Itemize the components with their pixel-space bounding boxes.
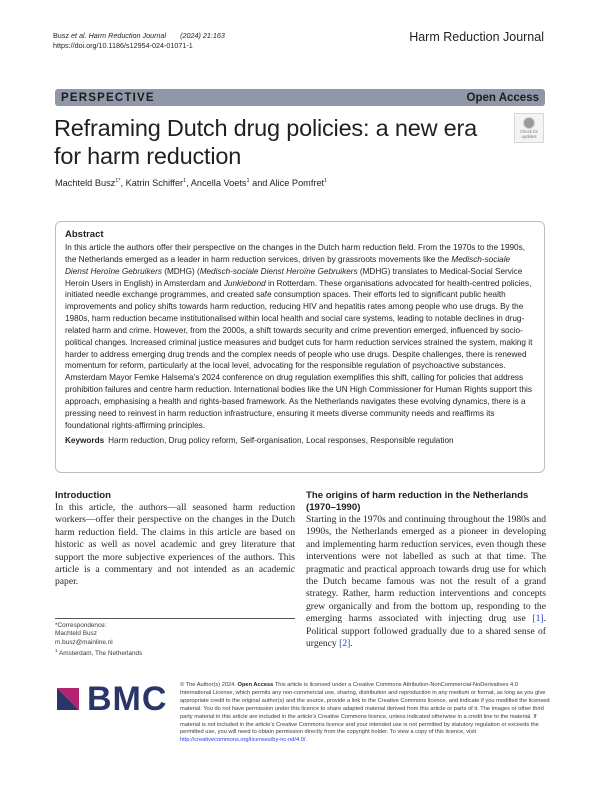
keywords-list: Harm reduction, Drug policy reform, Self-organisation, Local responses, Responsible regulation xyxy=(108,435,454,445)
author-separator: and xyxy=(249,178,270,189)
origins-text: Starting in the 1970s and continuing throughout the 1980s and 1990s, the Netherlands emerged as a pioneer in developing and implementing harm reduction services, even though these interventions were not labelled as such at that time. The pragmatic and practical approach towards drug use for which the Dutch became famous was not the result of a grand strategy. Rather, harm reduction interventions and concepts grew organically and from the bottom up, responding to the emerging harms associated with injecting drug use xyxy=(306,514,546,625)
license-end: . xyxy=(305,737,308,744)
license-text xyxy=(180,682,550,745)
abstract-segment: Junkiebond xyxy=(223,278,266,288)
affiliation-number: 1 xyxy=(55,648,58,654)
article-type-bar xyxy=(55,89,545,106)
check-updates-icon xyxy=(523,117,535,129)
running-head-volume: (2024) 21:163 xyxy=(180,31,225,40)
introduction-heading: Introduction xyxy=(55,490,111,501)
abstract-box xyxy=(55,221,545,473)
author-separator: , xyxy=(120,178,126,189)
license-open-access: Open Access xyxy=(237,682,274,688)
affiliation xyxy=(55,647,295,659)
correspondence-email[interactable]: m.busz@mainline.nl xyxy=(55,638,113,646)
abstract-heading: Abstract xyxy=(65,229,104,240)
left-column xyxy=(55,490,295,589)
bmc-logo xyxy=(57,680,168,718)
article-title: Reframing Dutch drug policies: a new era for harm reduction xyxy=(54,115,478,169)
correspondence-footnote xyxy=(55,618,295,659)
running-head xyxy=(53,31,225,51)
open-access-label: Open Access xyxy=(466,91,539,104)
author-name[interactable]: Alice Pomfret xyxy=(269,178,325,189)
right-column xyxy=(306,490,546,650)
citation-line xyxy=(53,31,225,41)
citation-link[interactable]: [2] xyxy=(339,638,351,650)
author-list xyxy=(55,178,327,188)
author-affiliation: 1 xyxy=(246,178,250,184)
author-affiliation: 1 xyxy=(183,178,187,184)
correspondence-name: Machteld Busz xyxy=(55,630,97,638)
abstract-segment: Medisch-sociale Dienst Heroïne Gebruikers xyxy=(199,266,358,276)
correspondence-label: *Correspondence: xyxy=(55,622,107,629)
bmc-logo-icon xyxy=(57,688,79,710)
origins-text: . xyxy=(350,638,353,650)
author-name[interactable]: Katrin Schiffer xyxy=(125,178,184,189)
check-for-updates-button[interactable] xyxy=(514,113,544,143)
journal-name: Harm Reduction Journal xyxy=(409,30,544,44)
abstract-segment: in Rotterdam. These organisations advocated for health-centred policies, initiated needle exchange programmes, and created safe consumption spaces. Their efforts led to significant public health improvements and policy shifts towards harm reduction, reducing HIV and hepatitis rates among people who use drugs. By the 1980s, harm reduction became institutionalised within local health and social care systems, leading to notable declines in drug-related harm and crime. However, from the 2000s, a shift towards security and crime prevention emerged, influenced by socio-political changes. Increased criminal justice measures and budget cuts for harm reduction services strained the system, making it harder to address emerging drug trends and the complex needs of people who use drugs. Despite challenges, there is renewed momentum for reform, particularly at the local level, advocating for the responsible regulation of psychoactive substances. Amsterdam Mayor Femke Halsema’s 2024 conference on drug regulation exemplifies this shift, calling for policies that address prohibition failures and centre harm reduction. International bodies like the UN High Commissioner for Human Rights support this approach, emphasising a health and rights-based framework. As the Netherlands navigates these evolving dynamics, there is a pressing need to reinvest in harm reduction infrastructure, ensuring it meets diverse community needs and reaffirms its foundational rights-affirming principles. xyxy=(65,278,533,430)
running-head-author: Busz xyxy=(53,31,71,40)
author-affiliation: 1 xyxy=(324,178,328,184)
running-head-journal: et al. Harm Reduction Journal xyxy=(70,31,167,40)
author-name[interactable]: Ancella Voets xyxy=(190,178,247,189)
bmc-logo-text: BMC xyxy=(87,680,168,718)
origins-heading: The origins of harm reduction in the Netherlands (1970–1990) xyxy=(306,490,529,513)
abstract-segment: (MDHG) translates to Medical-Social Service Heroin Users in English) in Amsterdam and xyxy=(65,266,523,288)
origins-text: . Political support followed gradually due to a shared sense of urgency xyxy=(306,613,546,650)
introduction-body: In this article, the authors—all seasoned harm reduction workers—offer their perspective on the changes in the Dutch harm reduction field. The claims in this article are based on historic as well as novel academic and grey literature that support the more subjective experiences of the authors. This article is a commentary and not intended as an academic paper. xyxy=(55,502,295,588)
abstract-segment: (MDHG) ( xyxy=(161,266,200,276)
doi-link[interactable]: https://doi.org/10.1186/s12954-024-01071-1 xyxy=(53,41,193,50)
citation-link[interactable]: [1] xyxy=(532,613,544,625)
author-affiliation: 1* xyxy=(115,178,121,184)
abstract-segment: In this article the authors offer their perspective on the changes in the Dutch harm reduction field. From the 1970s to the 1990s, the Netherlands emerged as a leader in harm reduction services, driven by grassroots movements like the xyxy=(65,243,525,264)
license-body: This article is licensed under a Creative Commons Attribution-NonCommercial-NoDerivatives 4.0 International License, which permits any non-commercial use, sharing, distribution and reproduction in any medium or format, as long as you give appropriate credit to the original author(s) and the source, provide a link to the Creative Commons licence, and indicate if you modified the licensed material. You do not have permission under this licence to share adapted material derived from this article or parts of it. The images or other third party material in this article are included in the article’s Creative Commons licence, unless indicated otherwise in a credit line to the material. If material is not included in the article’s Creative Commons licence and your intended use is not permitted by statutory regulation or exceeds the permitted use, you will need to obtain permission directly from the copyright holder. To view a copy of this licence, visit xyxy=(180,682,550,736)
keywords xyxy=(65,435,535,446)
author-separator: , xyxy=(186,178,191,189)
keywords-label: Keywords xyxy=(65,435,105,445)
article-type-label: PERSPECTIVE xyxy=(61,91,155,104)
origins-body xyxy=(306,514,546,650)
check-updates-label: Check for updates xyxy=(520,129,538,139)
license-link[interactable]: http://creativecommons.org/licenses/by-nc-nd/4.0/ xyxy=(180,737,306,744)
copyright: © The Author(s) 2024. xyxy=(180,682,238,688)
abstract-text xyxy=(65,242,535,432)
affiliation-text: Amsterdam, The Netherlands xyxy=(57,650,143,658)
abstract-segment: Medisch-sociale Dienst Heroïne Gebruikers xyxy=(65,254,511,276)
author-name[interactable]: Machteld Busz xyxy=(55,178,116,189)
